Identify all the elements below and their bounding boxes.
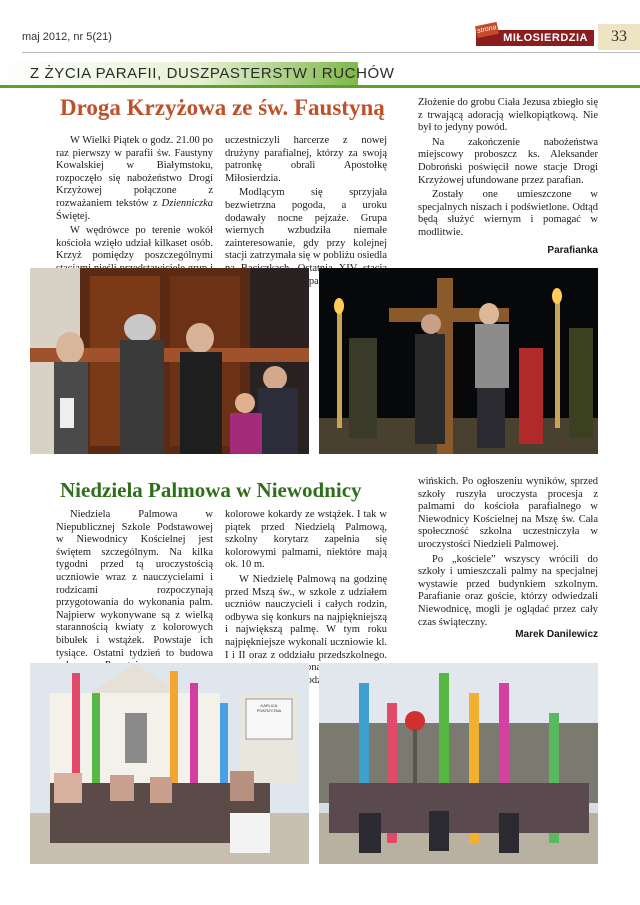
photo-palms-road bbox=[319, 663, 598, 864]
article2-signature: Marek Danilewicz bbox=[515, 629, 598, 640]
article2-title: Niedziela Palmowa w Niewodnicy bbox=[60, 478, 362, 502]
paragraph: Złożenie do grobu Ciała Jezusa zbiegło się z trwającą adoracją wielkopiątkową. Nie był to jedyny powód. bbox=[418, 97, 598, 134]
article1-title: Droga Krzyżowa ze św. Faustyną bbox=[60, 95, 385, 120]
brand-label: MIŁOSIERDZIA bbox=[503, 32, 588, 44]
article2-column-3 bbox=[418, 476, 598, 629]
paragraph: wińskich. Po ogłoszeniu wyników, sprzed szkoły ruszyła uroczysta procesja z palmami do kościoła parafialnego w Niewodnicy Kościelnej na Mszę św. Cała społeczność szkolna uczestniczyła w uroczystości Niedzieli Palmowej. bbox=[418, 476, 598, 550]
brand-tag: strona bbox=[475, 22, 499, 38]
header-divider bbox=[22, 52, 640, 53]
photo-cross-procession bbox=[30, 268, 309, 454]
section-banner bbox=[0, 62, 395, 88]
paragraph: Na zakończenie nabożeństwa miejscowy proboszcz ks. Aleksander Dobroński poświęcił nowe stacje Drogi Krzyżowej ufundowane przez parafian. bbox=[418, 136, 598, 186]
section-rule bbox=[358, 85, 640, 88]
section-title: Z ŻYCIA PARAFII, DUSZPASTERSTW I RUCHÓW bbox=[30, 65, 395, 82]
page-number: 33 bbox=[598, 24, 640, 50]
paragraph: kolorowe kokardy ze wstążek. I tak w piątek przed Niedzielą Palmową, szkolny korytarz zapełnia się kolorowymi palmami, niektóre mają ok. 10 m. bbox=[225, 509, 387, 571]
paragraph: W Niedzielę Palmową na godzinę przed Mszą św., w szkole z udziałem uczniów nauczycieli i całych rodzin, odbywa się konkurs na najpiękniejszą i największą palmę. W tym roku najpiękniejsze wykonali uczniowie kl. I i II oraz z oddziału przedszkolnego. wykonanych bbox=[225, 573, 387, 674]
article1-column-3 bbox=[418, 97, 598, 240]
issue-info: maj 2012, nr 5(21) bbox=[22, 31, 112, 43]
paragraph: Zostały one umieszczone w specjalnych niszach i podświetlone. Odtąd będą służyć wiernym i pomagać w modlitwie. bbox=[418, 189, 598, 238]
paragraph: Po „kościele” wszyscy wrócili do szkoły i umieszczali palmy na specjalnej wystawie przed budynkiem szkolnym. Parafianie oraz goście, którzy odwiedzali Niewodnicę, mogli je oglądać przez cały czas świąteczny. bbox=[418, 553, 598, 628]
photo-cross-torches bbox=[319, 268, 598, 454]
paragraph: uczestniczyli harcerze z nowej drużyny parafialnej, którzy za swoją patronkę obrali Apostołkę Miłosierdzia. bbox=[225, 135, 387, 184]
paragraph: W Wielki Piątek o godz. 21.00 po raz pierwszy w parafii św. Faustyny Kowalskiej w Białymstoku, rozpoczęło się nabożeństwo Drogi Krzyżowej połączone z rozważaniem tekstów z Dzienniczka Świętej. bbox=[56, 135, 213, 222]
photo-palms-church bbox=[30, 663, 309, 864]
article1-signature: Parafianka bbox=[547, 245, 598, 256]
photo-sign-text: KAPLICA POKRZYŻNA bbox=[256, 703, 282, 713]
article2-column-2 bbox=[225, 509, 387, 687]
paragraph: W wędrówce po terenie wokół kościoła wzięło udział kilkaset osób. Krzyż pomiędzy poszczególnymi bbox=[56, 225, 213, 262]
paragraph: Niedziela Palmowa w Niepublicznej Szkole Podstawowej w Niewodnicy Kościelnej jest świętem szczególnym. Na kilka tygodni przed tą uroczystością uczniowie wraz z nauczycielami i rodzicami rozpoczynają przygotowania do wykonania palm. Najpierw wykonywane są z wielką starannością kwiaty z kolorowych bibułek i wstążek. Powstaje ich tysiące. Ostatni tydzień to budowa bbox=[56, 509, 213, 659]
paragraph: Modlącym się sprzyjała bezwietrzna pogoda, a uroku dodawały nocne pejzaże. Grupa wiernych wzbudziła niemałe zainteresowanie, gdy przy kolejnej stacji zatrzymała się w pobliżu osiedla Ostatnia przypadku bbox=[225, 187, 387, 287]
